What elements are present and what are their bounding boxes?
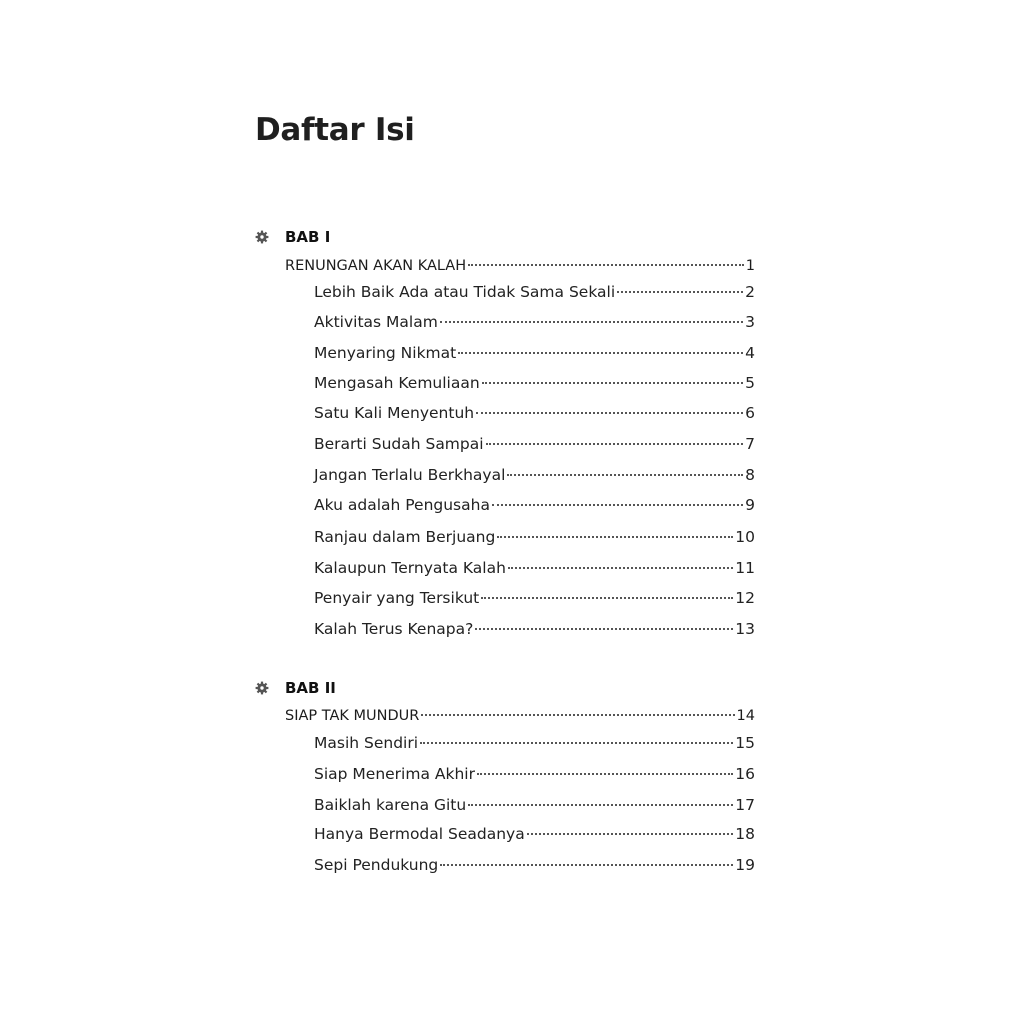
toc-entry[interactable]: [314, 617, 755, 641]
gear-icon: [255, 681, 269, 695]
toc-page-number: 3: [745, 313, 755, 331]
toc-entry-text: Mengasah Kemuliaan: [314, 374, 480, 392]
leader-dots: [440, 864, 733, 866]
leader-dots: [421, 714, 734, 716]
leader-dots: [477, 773, 733, 775]
toc-entry[interactable]: [314, 525, 755, 549]
toc-entry-text: Baiklah karena Gitu: [314, 796, 467, 814]
toc-entry-text: Menyaring Nikmat: [314, 344, 457, 362]
toc-entry[interactable]: [314, 586, 755, 610]
toc-page-number: 1: [745, 258, 755, 274]
toc-entry[interactable]: [314, 463, 755, 487]
leader-dots: [481, 597, 733, 599]
toc-entry-text: Jangan Terlalu Berkhayal: [314, 466, 506, 484]
leader-dots: [617, 291, 743, 293]
toc-entry[interactable]: [314, 556, 755, 580]
leader-dots: [492, 504, 743, 506]
leader-dots: [486, 443, 744, 445]
toc-page-number: 15: [735, 734, 755, 752]
toc-entry-text: Lebih Baik Ada atau Tidak Sama Sekali: [314, 283, 616, 301]
leader-dots: [420, 742, 733, 744]
leader-dots: [468, 804, 733, 806]
toc-entry-text: Kalaupun Ternyata Kalah: [314, 559, 506, 577]
toc-page-number: 13: [735, 620, 755, 638]
toc-entry-text: Aku adalah Pengusaha: [314, 496, 490, 514]
toc-page-number: 12: [735, 589, 755, 607]
toc-page-number: 4: [745, 344, 755, 362]
toc-entry[interactable]: [314, 401, 755, 425]
leader-dots: [507, 474, 743, 476]
toc-page-number: 6: [745, 404, 755, 422]
toc-page-number: 5: [745, 374, 755, 392]
toc-entry[interactable]: [314, 853, 755, 877]
toc-entry-text: Satu Kali Menyentuh: [314, 404, 475, 422]
chapter-label: BAB I: [285, 228, 331, 246]
toc-page-number: 14: [736, 708, 755, 724]
leader-dots: [468, 264, 744, 266]
page-title: Daftar Isi: [255, 112, 415, 148]
toc-entry[interactable]: [314, 310, 755, 334]
toc-entry[interactable]: [314, 762, 755, 786]
toc-entry-text: Masih Sendiri: [314, 734, 419, 752]
toc-entry-text: Penyair yang Tersikut: [314, 589, 480, 607]
leader-dots: [475, 628, 733, 630]
toc-page-number: 11: [735, 559, 755, 577]
toc-entry-text: Berarti Sudah Sampai: [314, 435, 484, 453]
chapter-label: BAB II: [285, 679, 336, 697]
leader-dots: [482, 382, 743, 384]
toc-entry-text: Ranjau dalam Berjuang: [314, 528, 496, 546]
toc-page-number: 19: [735, 856, 755, 874]
gear-icon: [255, 230, 269, 244]
toc-entry-text: Sepi Pendukung: [314, 856, 439, 874]
chapter-heading-bab-2: [255, 677, 336, 699]
toc-entry[interactable]: [314, 493, 755, 517]
toc-entry[interactable]: [314, 432, 755, 456]
toc-entry[interactable]: [314, 731, 755, 755]
toc-page-number: 9: [745, 496, 755, 514]
toc-entry-chapter-title[interactable]: [285, 704, 755, 728]
toc-entry-text: RENUNGAN AKAN KALAH: [285, 258, 467, 274]
toc-entry[interactable]: [314, 371, 755, 395]
leader-dots: [440, 321, 743, 323]
leader-dots: [527, 833, 734, 835]
toc-entry[interactable]: [314, 793, 755, 817]
toc-page-number: 2: [745, 283, 755, 301]
toc-entry[interactable]: [314, 822, 755, 846]
toc-entry[interactable]: [314, 341, 755, 365]
toc-page-number: 17: [735, 796, 755, 814]
toc-page-number: 18: [735, 825, 755, 843]
toc-entry-chapter-title[interactable]: [285, 254, 755, 278]
toc-page-number: 7: [745, 435, 755, 453]
leader-dots: [508, 567, 733, 569]
chapter-heading-bab-1: [255, 226, 330, 248]
toc-entry-text: Aktivitas Malam: [314, 313, 438, 331]
leader-dots: [497, 536, 733, 538]
toc-page-number: 10: [735, 528, 755, 546]
toc-entry-text: Siap Menerima Akhir: [314, 765, 475, 783]
toc-entry[interactable]: [314, 280, 755, 304]
toc-entry-text: SIAP TAK MUNDUR: [285, 708, 420, 724]
leader-dots: [476, 412, 743, 414]
toc-page-number: 16: [735, 765, 755, 783]
toc-entry-text: Kalah Terus Kenapa?: [314, 620, 474, 638]
toc-page-number: 8: [745, 466, 755, 484]
toc-entry-text: Hanya Bermodal Seadanya: [314, 825, 525, 843]
leader-dots: [458, 352, 743, 354]
